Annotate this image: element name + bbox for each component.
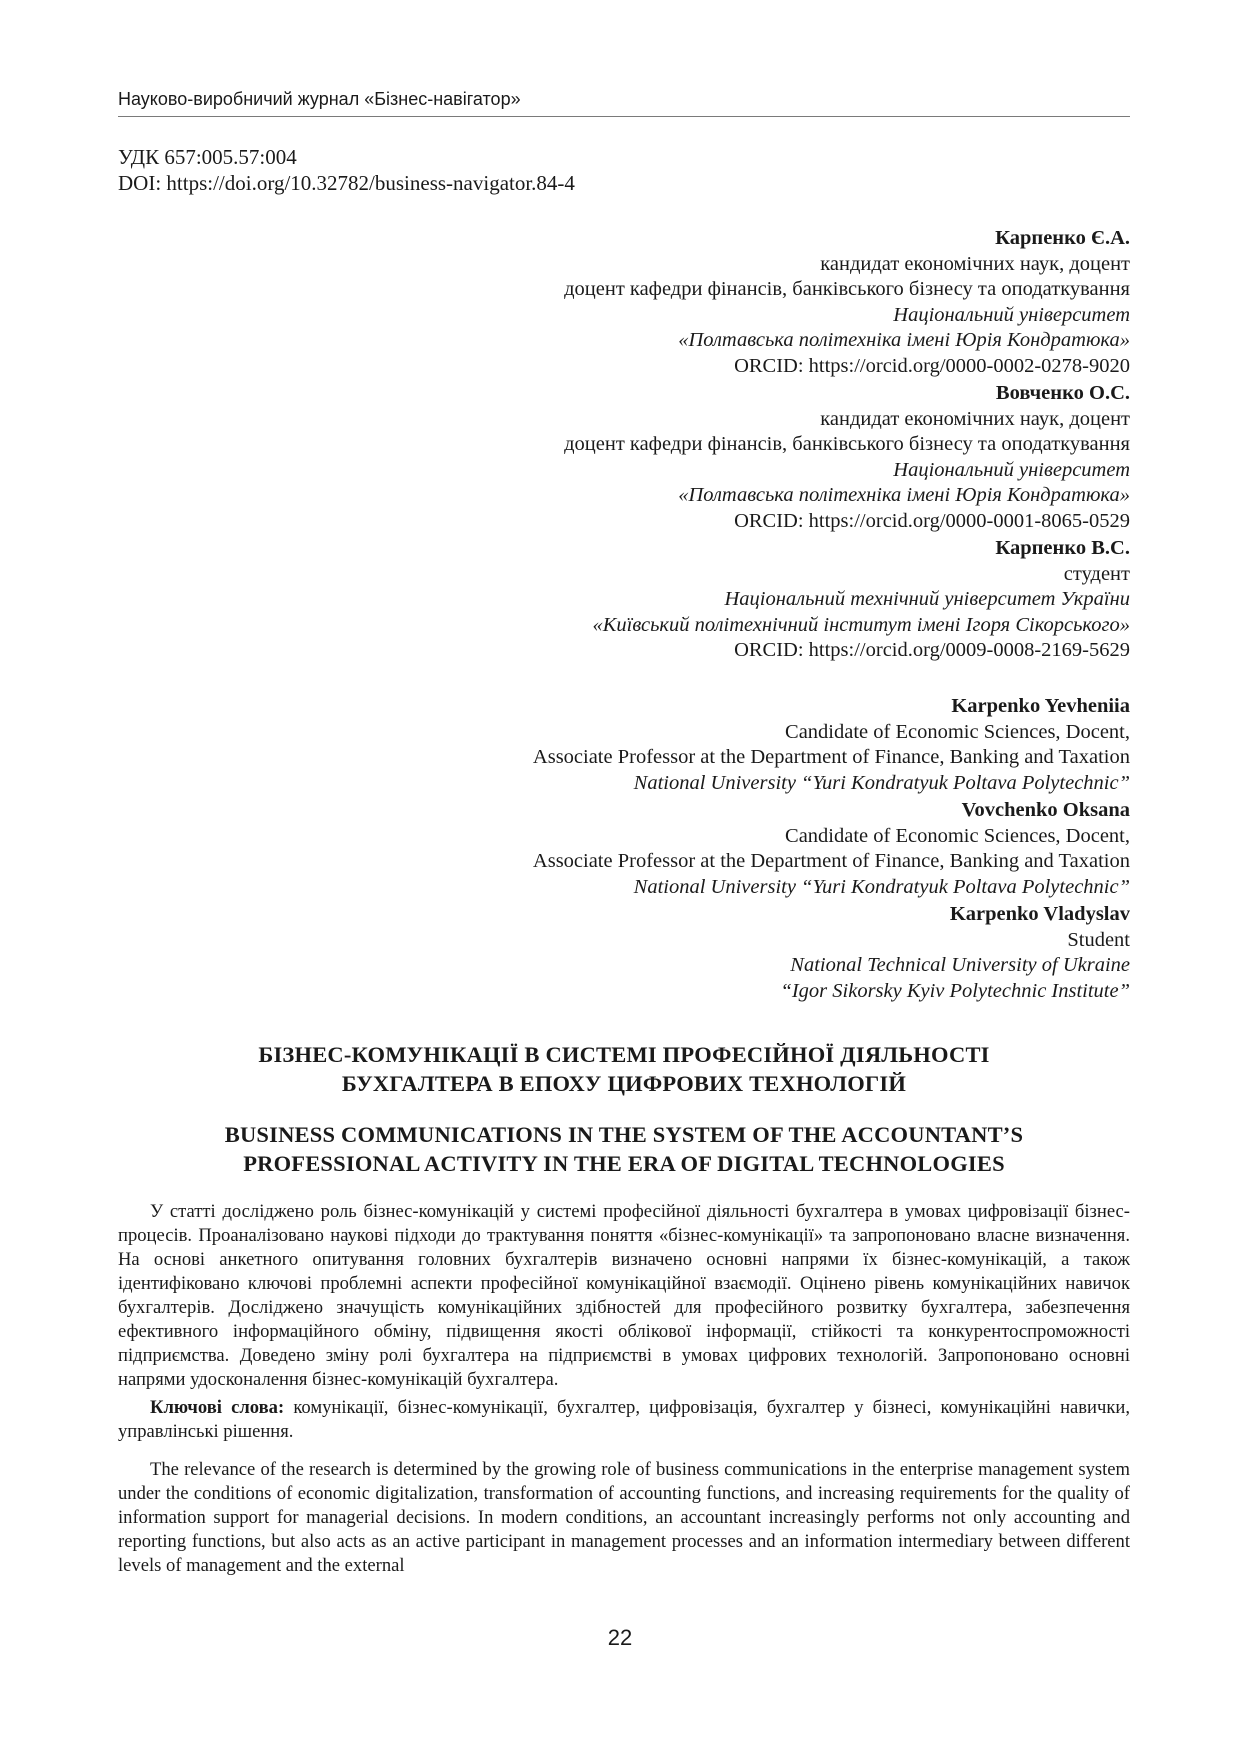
keywords-list: комунікації, бізнес-комунікації, бухгалтер, цифровізація, бухгалтер у бізнесі, комунікаційні навички, управлінські рішення. <box>118 1397 1130 1442</box>
author-institution: “Igor Sikorsky Kyiv Polytechnic Institute” <box>780 979 1130 1002</box>
running-header <box>118 88 1130 117</box>
title-line: БУХГАЛТЕРА В ЕПОХУ ЦИФРОВИХ ТЕХНОЛОГІЙ <box>341 1071 907 1096</box>
author-degree: Candidate of Economic Sciences, Docent, <box>785 720 1130 743</box>
author-degree: Student <box>1067 928 1130 951</box>
udc-code: УДК 657:005.57:004 <box>118 145 297 169</box>
author-position: доцент кафедри фінансів, банківського бізнесу та оподаткування <box>564 433 1130 455</box>
body-paragraph: The relevance of the research is determined by the growing role of business communications in the enterprise management system under the conditions of economic digitalization, transformation of accounting functions, and increasing requirements for the quality of information support for managerial decisions. In modern conditions, an accountant increasingly performs not only accounting and reporting functions, but also acts as an active participant in management processes and an information intermediary between different levels of management and the external <box>118 1459 1130 1576</box>
article-title-english <box>118 1120 1130 1178</box>
author-degree: студент <box>1063 562 1130 585</box>
author-position: Associate Professor at the Department of Finance, Banking and Taxation <box>532 850 1130 872</box>
keywords <box>118 1396 1130 1444</box>
author-block <box>300 798 1130 900</box>
author-name: Карпенко Є.А. <box>995 227 1130 249</box>
author-position: Associate Professor at the Department of Finance, Banking and Taxation <box>532 746 1130 768</box>
author-block <box>300 902 1130 1004</box>
article-body <box>118 1458 1130 1578</box>
title-line: PROFESSIONAL ACTIVITY IN THE ERA OF DIGITAL TECHNOLOGIES <box>243 1151 1005 1176</box>
author-degree: Candidate of Economic Sciences, Docent, <box>785 824 1130 847</box>
author-block <box>300 226 1130 379</box>
author-orcid[interactable]: ORCID: https://orcid.org/0000-0001-8065-0529 <box>734 509 1130 532</box>
author-institution: National University “Yuri Kondratyuk Poltava Polytechnic” <box>633 771 1130 794</box>
author-block <box>300 381 1130 534</box>
author-institution: National University “Yuri Kondratyuk Poltava Polytechnic” <box>633 875 1130 898</box>
author-name: Карпенко В.С. <box>995 537 1130 559</box>
author-name: Karpenko Vladyslav <box>949 903 1130 925</box>
author-position: доцент кафедри фінансів, банківського бізнесу та оподаткування <box>564 278 1130 300</box>
article-title-ukrainian <box>118 1040 1130 1098</box>
author-block <box>300 694 1130 796</box>
author-institution: Національний університет <box>893 458 1130 481</box>
author-orcid[interactable]: ORCID: https://orcid.org/0000-0002-0278-9020 <box>734 354 1130 377</box>
title-line: BUSINESS COMMUNICATIONS IN THE SYSTEM OF THE ACCOUNTANT’S <box>224 1122 1024 1147</box>
author-institution: «Полтавська політехніка імені Юрія Кондратюка» <box>678 329 1130 351</box>
author-institution: «Полтавська політехніка імені Юрія Кондратюка» <box>678 484 1130 506</box>
author-institution: Національний університет <box>893 303 1130 326</box>
author-name: Vovchenko Oksana <box>961 799 1130 821</box>
journal-name: Науково-виробничий журнал «Бізнес-навігатор» <box>118 89 521 109</box>
keywords-label: Ключові слова: <box>150 1397 285 1418</box>
authors-ukrainian <box>300 226 1130 666</box>
author-name: Karpenko Yevheniia <box>951 695 1130 717</box>
author-institution: Національний технічний університет України <box>724 588 1130 610</box>
page-number: 22 <box>607 1625 633 1650</box>
article-meta <box>118 144 1130 196</box>
abstract-ukrainian <box>118 1200 1130 1444</box>
author-degree: кандидат економічних наук, доцент <box>820 407 1130 430</box>
abstract-text: У статті досліджено роль бізнес-комунікацій у системі професійної діяльності бухгалтера в умовах цифровізації бізнес-процесів. Проаналізовано наукові підходи до трактування поняття «бізнес-комунікації» та запропоновано власне визначення. На основі анкетного опитування головних бухгалтерів визначено основні напрями їх бізнес-комунікацій, а також ідентифіковано ключові проблемні аспекти професійної комунікаційної взаємодії. Оцінено рівень комунікаційних навичок бухгалтерів. Досліджено значущість комунікаційних здібностей для професійного розвитку бухгалтера, забезпечення ефективного інформаційного обміну, підвищення якості облікової інформації, стійкості та конкурентоспроможності підприємства. Доведено зміну ролі бухгалтера на підприємстві в умовах цифрових технологій. Запропоновано основні напрями удосконалення бізнес-комунікацій бухгалтера. <box>118 1201 1130 1390</box>
author-orcid[interactable]: ORCID: https://orcid.org/0009-0008-2169-5629 <box>734 639 1130 661</box>
authors-english <box>300 694 1130 1006</box>
author-name: Вовченко О.С. <box>995 382 1130 404</box>
title-line: БІЗНЕС-КОМУНІКАЦІЇ В СИСТЕМІ ПРОФЕСІЙНОЇ ДІЯЛЬНОСТІ <box>258 1042 990 1067</box>
author-degree: кандидат економічних наук, доцент <box>820 252 1130 275</box>
author-institution: National Technical University of Ukraine <box>790 954 1130 976</box>
author-block <box>300 536 1130 664</box>
doi-link[interactable]: DOI: https://doi.org/10.32782/business-navigator.84-4 <box>118 171 575 195</box>
author-institution: «Київський політехнічний інститут імені Ігоря Сікорського» <box>592 613 1130 636</box>
